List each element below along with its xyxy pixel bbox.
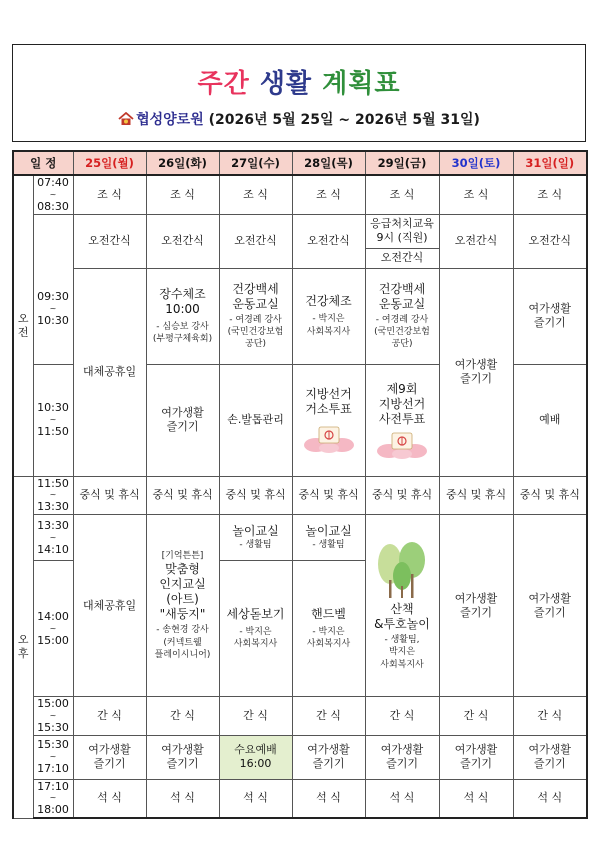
meal-cell: 석 식 xyxy=(219,779,292,818)
sun-pm-leisure: 여가생활 즐기기 xyxy=(513,515,587,697)
meal-cell: 조 식 xyxy=(365,175,439,214)
time-lunch: 11:50 ~ 13:30 xyxy=(33,476,73,515)
meal-cell: 간 식 xyxy=(292,697,365,736)
day-header-wed: 27일(수) xyxy=(219,151,292,175)
tue-cognitive-cell: [기억튼튼] 맞춤형 인지교실 (아트) "새둥지" - 송현경 강사 (커넥트웰 플레이시니어) xyxy=(146,515,219,697)
time-snack: 15:00 ~ 15:30 xyxy=(33,697,73,736)
meal-cell: 오전간식 xyxy=(292,214,365,268)
vote-ballot-icon xyxy=(375,429,429,459)
row-snack xyxy=(13,697,587,736)
meal-cell: 조 식 xyxy=(513,175,587,214)
meal-cell: 간 식 xyxy=(73,697,146,736)
meal-cell: 간 식 xyxy=(146,697,219,736)
meal-cell: 석 식 xyxy=(365,779,439,818)
mon-am-holiday: 대체공휴일 xyxy=(73,268,146,476)
time-breakfast: 07:40 ~ 08:30 xyxy=(33,175,73,214)
day-header-mon: 25일(월) xyxy=(73,151,146,175)
row-morning-program-1 xyxy=(13,268,587,364)
thu-election-cell: 지방선거 거소투표 xyxy=(292,364,365,476)
time-dinner: 17:10 ~ 18:00 xyxy=(33,779,73,818)
sat-pm-leisure: 여가생활 즐기기 xyxy=(439,515,513,697)
time-afternoon1: 13:30 ~ 14:10 xyxy=(33,515,73,561)
meal-cell: 오전간식 xyxy=(439,214,513,268)
time-afternoon2: 14:00 ~ 15:00 xyxy=(33,561,73,697)
wed-play-cell: 놀이교실 - 생활팀 xyxy=(219,515,292,561)
meal-cell: 중식 및 휴식 xyxy=(513,476,587,515)
meal-cell: 간 식 xyxy=(219,697,292,736)
day-header-sat: 30일(토) xyxy=(439,151,513,175)
row-morning-snack xyxy=(13,214,587,268)
meal-cell: 간 식 xyxy=(513,697,587,736)
period-pm: 오 후 xyxy=(13,476,33,818)
day-header-thu: 28일(목) xyxy=(292,151,365,175)
org-logo-icon xyxy=(118,112,134,126)
meal-cell: 석 식 xyxy=(292,779,365,818)
schedule-table xyxy=(12,150,588,819)
meal-cell: 간 식 xyxy=(439,697,513,736)
wed-worship-cell: 수요예배 16:00 xyxy=(219,735,292,779)
wed-health-cell: 건강백세 운동교실 - 여경례 강사 (국민건강보험 공단) xyxy=(219,268,292,364)
meal-cell: 중식 및 휴식 xyxy=(219,476,292,515)
evening-leisure-sun: 여가생활 즐기기 xyxy=(513,735,587,779)
evening-leisure-thu: 여가생활 즐기기 xyxy=(292,735,365,779)
sat-am-leisure: 여가생활 즐기기 xyxy=(439,268,513,476)
time-evening: 15:30 ~ 17:10 xyxy=(33,735,73,779)
org-name: 협성양로원 xyxy=(136,112,204,128)
meal-cell: 석 식 xyxy=(439,779,513,818)
day-header-row xyxy=(13,151,587,175)
meal-cell: 조 식 xyxy=(292,175,365,214)
date-range: (2026년 5월 25일 ~ 2026년 5월 31일) xyxy=(208,112,480,128)
fri-election-cell: 제9회 지방선거 사전투표 xyxy=(365,364,439,476)
meal-cell: 중식 및 휴식 xyxy=(73,476,146,515)
meal-cell: 오전간식 xyxy=(219,214,292,268)
meal-cell: 중식 및 휴식 xyxy=(439,476,513,515)
day-header-sun: 31일(일) xyxy=(513,151,587,175)
meal-cell: 석 식 xyxy=(73,779,146,818)
thu-bell-cell: 핸드벨 - 박지은 사회복지사 xyxy=(292,561,365,697)
meal-cell: 오전간식 xyxy=(73,214,146,268)
sun-am-leisure: 여가생활 즐기기 xyxy=(513,268,587,364)
evening-leisure-mon: 여가생활 즐기기 xyxy=(73,735,146,779)
row-evening xyxy=(13,735,587,779)
subtitle xyxy=(13,109,585,129)
meal-cell: 중식 및 휴식 xyxy=(292,476,365,515)
tue-longevity-cell: 장수체조 10:00 - 심승보 강사 (부평구체육회) xyxy=(146,268,219,364)
mon-pm-holiday: 대체공휴일 xyxy=(73,515,146,697)
evening-leisure-fri: 여가생활 즐기기 xyxy=(365,735,439,779)
fri-first-aid-cell: 응급처치교육 9시 (직원) 오전간식 xyxy=(365,214,439,268)
row-dinner xyxy=(13,779,587,818)
meal-cell: 중식 및 휴식 xyxy=(146,476,219,515)
evening-leisure-tue: 여가생활 즐기기 xyxy=(146,735,219,779)
trees-icon xyxy=(372,540,432,600)
time-morning1: 09:30 ~ 10:30 xyxy=(33,214,73,364)
meal-cell: 조 식 xyxy=(146,175,219,214)
thu-play-cell: 놀이교실 - 생활팀 xyxy=(292,515,365,561)
day-header-tue: 26일(화) xyxy=(146,151,219,175)
vote-ballot-icon xyxy=(302,419,356,453)
meal-cell: 석 식 xyxy=(513,779,587,818)
meal-cell: 오전간식 xyxy=(513,214,587,268)
period-am: 오 전 xyxy=(13,175,33,476)
meal-cell: 오전간식 xyxy=(146,214,219,268)
row-afternoon-1 xyxy=(13,515,587,561)
meal-cell: 조 식 xyxy=(73,175,146,214)
day-header-fri: 29일(금) xyxy=(365,151,439,175)
fri-walk-cell: 산책 &투호놀이 - 생활팀, 박지은 사회복지사 xyxy=(365,515,439,697)
title-word-plan: 계획표 xyxy=(322,69,401,99)
tue-am-leisure: 여가생활 즐기기 xyxy=(146,364,219,476)
meal-cell: 조 식 xyxy=(439,175,513,214)
meal-cell: 중식 및 휴식 xyxy=(365,476,439,515)
thu-health-cell: 건강체조 - 박지은 사회복지사 xyxy=(292,268,365,364)
meal-cell: 석 식 xyxy=(146,779,219,818)
row-breakfast xyxy=(13,175,587,214)
title-word-life: 생활 xyxy=(259,69,313,99)
page-title xyxy=(13,63,585,100)
wed-hands-cell: 손.발톱관리 xyxy=(219,364,292,476)
time-morning2: 10:30 ~ 11:50 xyxy=(33,364,73,476)
row-lunch xyxy=(13,476,587,515)
evening-leisure-sat: 여가생활 즐기기 xyxy=(439,735,513,779)
sun-worship-cell: 예배 xyxy=(513,364,587,476)
wed-news-cell: 세상돋보기 - 박지은 사회복지사 xyxy=(219,561,292,697)
fri-health-cell: 건강백세 운동교실 - 여경례 강사 (국민건강보험 공단) xyxy=(365,268,439,364)
meal-cell: 조 식 xyxy=(219,175,292,214)
meal-cell: 간 식 xyxy=(365,697,439,736)
title-word-weekly: 주간 xyxy=(197,69,250,99)
schedule-label: 일 정 xyxy=(13,151,73,175)
header-box xyxy=(12,44,586,142)
